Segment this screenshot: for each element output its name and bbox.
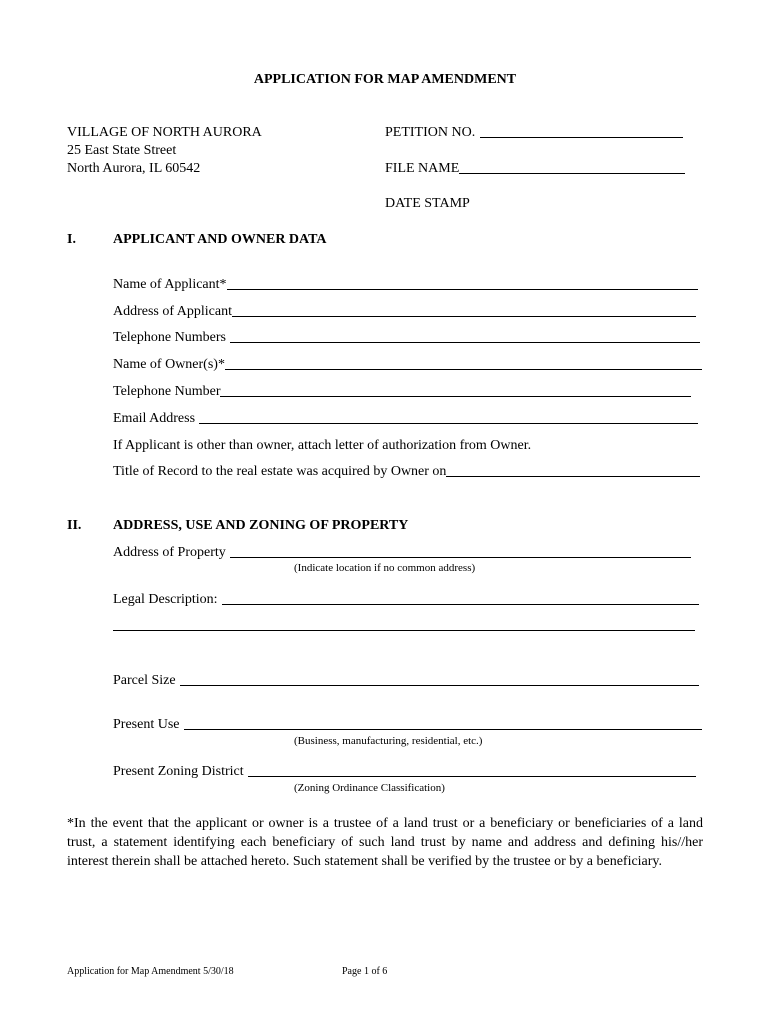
section1-heading: APPLICANT AND OWNER DATA [113,232,327,247]
applicant-address-field[interactable] [113,303,696,320]
village-city: North Aurora, IL 60542 [67,161,201,176]
telephone-numbers-label: Telephone Numbers [113,330,226,345]
parcel-size-field[interactable] [113,672,699,689]
section2-heading: ADDRESS, USE AND ZONING OF PROPERTY [113,518,409,533]
village-street: 25 East State Street [67,143,177,158]
zoning-district-label: Present Zoning District [113,764,244,779]
present-use-hint: (Business, manufacturing, residential, etc.) [294,735,483,747]
zoning-district-hint: (Zoning Ordinance Classification) [294,782,445,794]
present-use-field[interactable] [113,716,702,733]
applicant-address-label: Address of Applicant [113,304,232,319]
title-of-record-field[interactable] [113,463,700,480]
title-of-record-label: Title of Record to the real estate was acquired by Owner on [113,464,447,479]
legal-description-label: Legal Description: [113,592,218,607]
section1-number: I. [67,232,76,247]
trust-note: *In the event that the applicant or owner is a trustee of a land trust or a beneficiary or beneficiaries of a land trust, a statement identifying each beneficiary of such land trust by name and address and defining his//her interest therein shall be attached hereto. Such statement shall be verified by the trustee or by a beneficiary. [67,816,703,869]
parcel-size-label: Parcel Size [113,673,176,688]
footer-form-name: Application for Map Amendment 5/30/18 [67,966,234,977]
present-use-label: Present Use [113,717,180,732]
file-name-field[interactable] [385,160,685,177]
legal-description-line-2[interactable] [113,630,695,631]
date-stamp-label: DATE STAMP [385,196,470,211]
property-address-field[interactable] [113,544,691,561]
owner-name-label: Name of Owner(s)* [113,357,225,372]
owner-name-field[interactable] [113,356,702,373]
applicant-name-field[interactable] [113,276,698,293]
telephone-number-label: Telephone Number [113,384,221,399]
telephone-numbers-field[interactable] [113,329,700,346]
document-title: APPLICATION FOR MAP AMENDMENT [253,72,517,87]
village-name: VILLAGE OF NORTH AURORA [67,125,262,140]
petition-no-field[interactable] [385,124,683,141]
petition-no-label: PETITION NO. [385,125,476,140]
email-label: Email Address [113,411,196,426]
telephone-number-field[interactable] [113,383,691,400]
file-name-label: FILE NAME [385,161,460,176]
email-field[interactable] [113,410,698,427]
authorization-note: If Applicant is other than owner, attach letter of authorization from Owner. [113,438,532,453]
applicant-name-label: Name of Applicant* [113,277,227,292]
legal-description-field[interactable] [113,591,699,608]
property-address-label: Address of Property [113,545,226,560]
zoning-district-field[interactable] [113,763,696,780]
footer-page-number: Page 1 of 6 [342,966,388,977]
section2-number: II. [67,518,82,533]
property-address-hint: (Indicate location if no common address) [294,562,476,574]
